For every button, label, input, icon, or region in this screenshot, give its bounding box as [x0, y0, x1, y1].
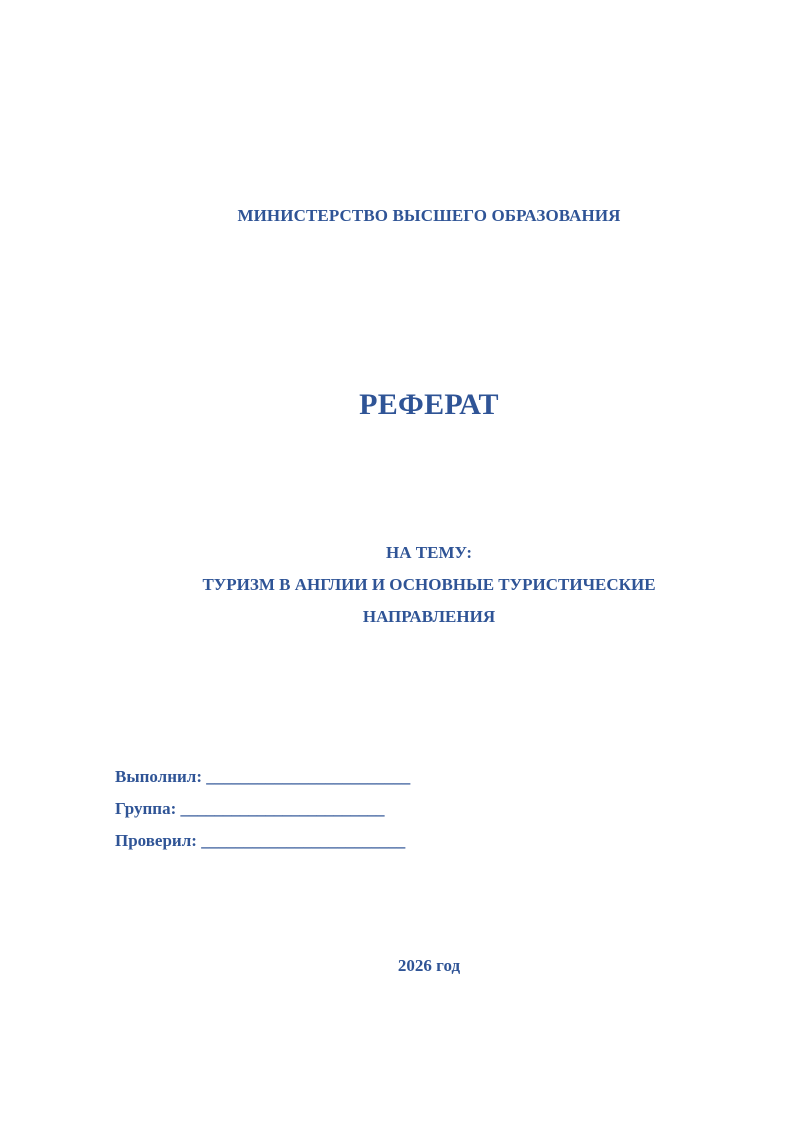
topic-line-1: ТУРИЗМ В АНГЛИИ И ОСНОВНЫЕ ТУРИСТИЧЕСКИЕ — [202, 575, 656, 594]
topic-line-2: НАПРАВЛЕНИЯ — [362, 607, 496, 626]
document-year: 2026 год — [397, 956, 461, 975]
document-title: РЕФЕРАТ — [359, 388, 499, 421]
signature-row-reviewer — [115, 825, 410, 857]
signature-blank: ________________________ — [180, 799, 385, 818]
signature-block — [115, 761, 410, 857]
topic-block — [0, 537, 800, 633]
signature-label: Проверил: — [115, 831, 197, 850]
signature-blank: ________________________ — [206, 767, 411, 786]
signature-label: Группа: — [115, 799, 177, 818]
topic-label: НА ТЕМУ: — [386, 543, 472, 562]
signature-blank: ________________________ — [201, 831, 406, 850]
signature-row-author — [115, 761, 410, 793]
signature-label: Выполнил: — [115, 767, 203, 786]
signature-row-group — [115, 793, 410, 825]
ministry-heading: МИНИСТЕРСТВО ВЫСШЕГО ОБРАЗОВАНИЯ — [237, 206, 621, 225]
